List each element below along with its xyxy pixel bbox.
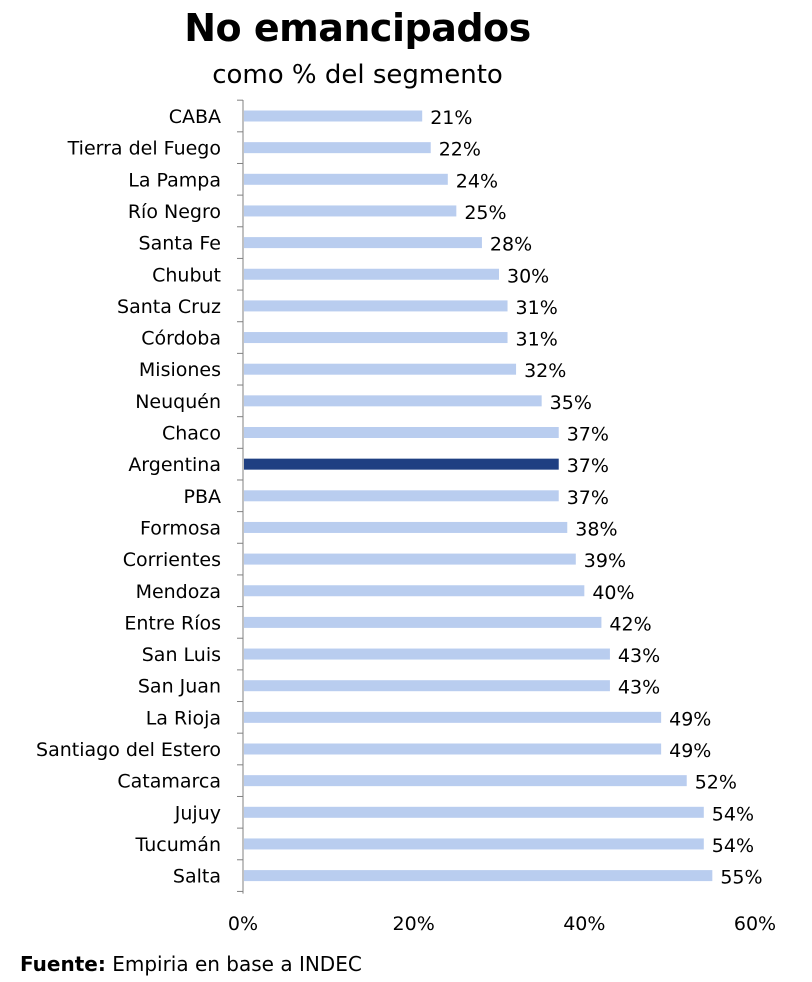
x-tick-label: 20% xyxy=(392,913,435,935)
category-label: Catamarca xyxy=(117,770,221,793)
category-label: PBA xyxy=(183,485,221,508)
value-label: 37% xyxy=(566,423,609,446)
category-label: Chaco xyxy=(161,422,221,445)
source-text: Empiria en base a INDEC xyxy=(112,952,362,976)
bar xyxy=(244,585,584,596)
value-label: 32% xyxy=(524,360,567,383)
value-label: 43% xyxy=(617,676,661,699)
bar xyxy=(244,490,559,501)
category-label: Tierra del Fuego xyxy=(67,137,221,160)
value-label: 24% xyxy=(455,170,499,193)
category-label: Jujuy xyxy=(174,802,221,825)
category-label: La Rioja xyxy=(145,707,221,730)
category-label: Santa Fe xyxy=(138,232,221,255)
category-label: Corrientes xyxy=(122,549,221,572)
bar xyxy=(244,838,704,849)
value-label: 22% xyxy=(438,138,481,161)
value-label: 37% xyxy=(566,486,609,509)
bar xyxy=(244,364,516,375)
bar xyxy=(244,744,661,755)
value-label: 31% xyxy=(515,296,558,319)
chart-subtitle: como % del segmento xyxy=(212,60,503,90)
bar xyxy=(244,300,508,311)
bar xyxy=(244,649,610,660)
value-label: 38% xyxy=(575,518,618,541)
value-label: 39% xyxy=(583,550,627,573)
value-label: 49% xyxy=(669,708,712,731)
bar xyxy=(244,459,559,470)
category-label: Salta xyxy=(172,865,221,888)
x-tick-label: 40% xyxy=(563,913,606,935)
value-label: 30% xyxy=(507,265,550,288)
category-label: Formosa xyxy=(139,517,221,540)
bar xyxy=(244,870,712,881)
category-label: Córdoba xyxy=(141,327,221,350)
bar xyxy=(244,807,704,818)
category-label: La Pampa xyxy=(128,169,221,192)
value-label: 55% xyxy=(720,866,763,889)
bar xyxy=(244,554,576,565)
category-label: Misiones xyxy=(138,359,221,382)
category-label: Tucumán xyxy=(135,833,221,856)
category-label: Santiago del Estero xyxy=(36,739,221,761)
value-label: 40% xyxy=(592,581,635,604)
bar xyxy=(244,522,567,533)
value-label: 21% xyxy=(430,107,473,129)
category-label: Santa Cruz xyxy=(117,295,221,318)
bar xyxy=(244,174,448,185)
bar xyxy=(244,775,687,786)
bar xyxy=(244,142,431,153)
source-label: Fuente: xyxy=(20,952,106,976)
category-label: Mendoza xyxy=(135,580,221,603)
value-label: 28% xyxy=(489,233,533,256)
category-label: Chubut xyxy=(152,264,221,287)
value-label: 37% xyxy=(566,455,609,478)
bar xyxy=(244,427,559,438)
bar xyxy=(244,111,422,122)
category-label: San Luis xyxy=(141,644,221,667)
value-label: 31% xyxy=(515,328,558,351)
value-label: 35% xyxy=(549,391,592,414)
bar xyxy=(244,269,499,280)
value-label: 49% xyxy=(669,740,712,762)
value-label: 52% xyxy=(694,771,737,794)
bar xyxy=(244,205,456,216)
x-tick-label: 0% xyxy=(227,913,259,935)
category-label: Río Negro xyxy=(127,200,221,223)
value-label: 54% xyxy=(711,834,755,857)
value-label: 25% xyxy=(464,201,507,224)
source-note xyxy=(20,952,362,976)
bar xyxy=(244,680,610,691)
value-label: 54% xyxy=(711,803,755,826)
category-label: Neuquén xyxy=(135,390,221,413)
bar xyxy=(244,237,482,248)
bar xyxy=(244,617,601,628)
category-label: CABA xyxy=(168,106,221,128)
x-tick-label: 60% xyxy=(733,913,777,935)
bar xyxy=(244,395,542,406)
category-label: Entre Ríos xyxy=(124,612,221,635)
category-label: Argentina xyxy=(128,454,221,477)
bar xyxy=(244,712,661,723)
value-label: 43% xyxy=(617,645,661,668)
bar xyxy=(244,332,508,343)
chart-title: No emancipados xyxy=(184,6,531,50)
value-label: 42% xyxy=(609,613,652,636)
category-label: San Juan xyxy=(137,675,221,698)
